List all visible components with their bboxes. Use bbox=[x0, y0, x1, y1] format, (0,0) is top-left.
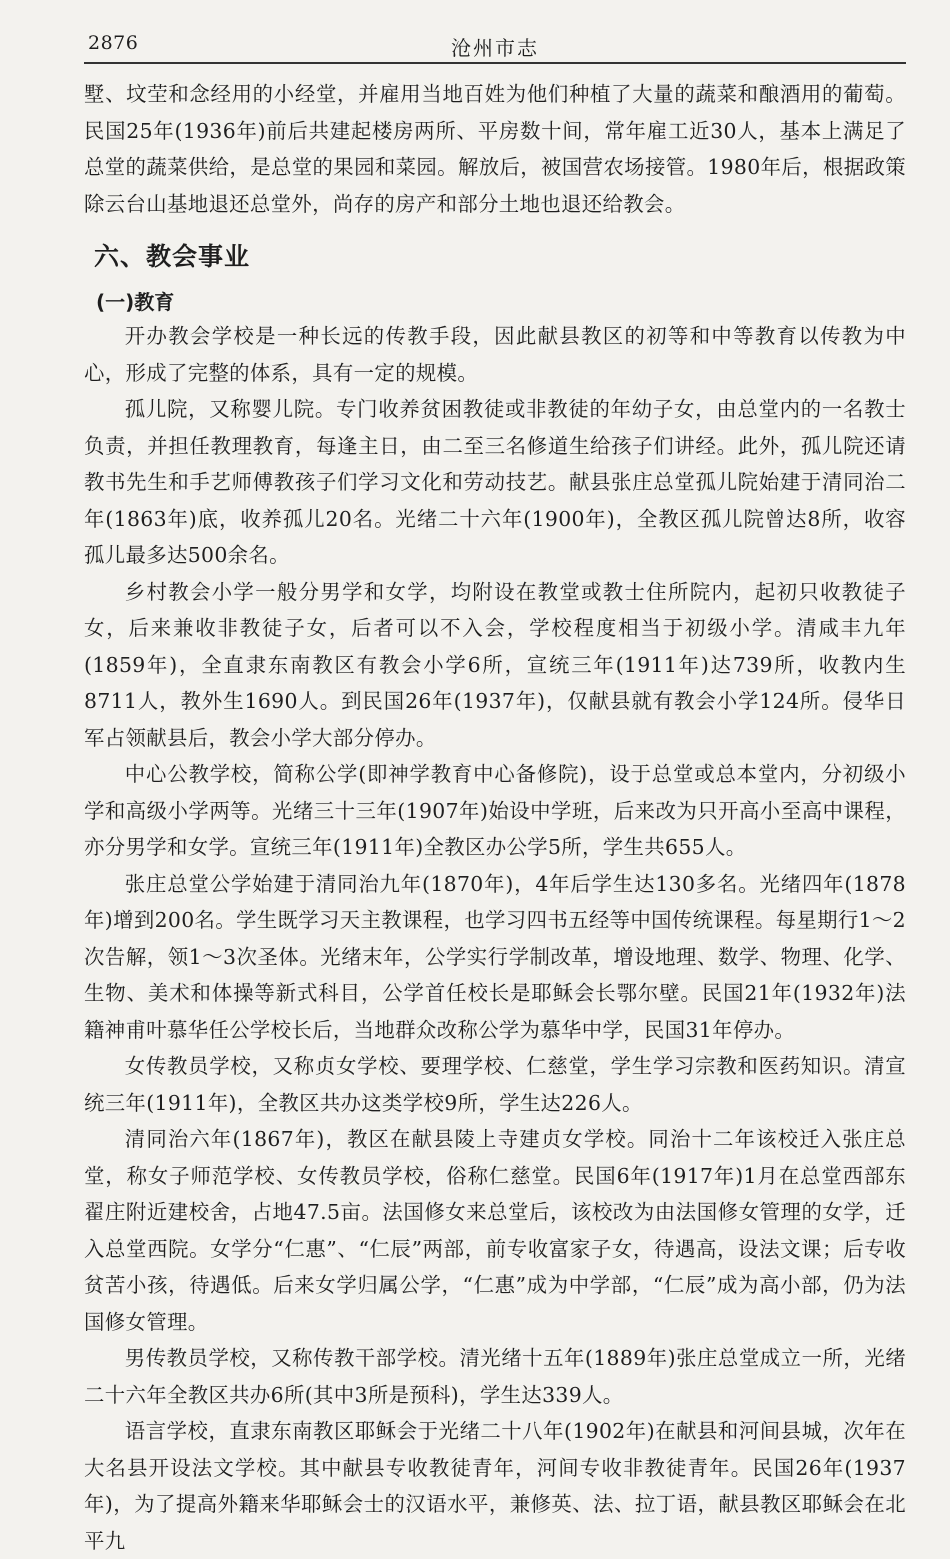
paragraph: 中心公教学校，简称公学(即神学教育中心备修院)，设于总堂或总本堂内，分初级小学和高级小学两等。光绪三十三年(1907年)始设中学班，后来改为只开高小至高中课程，亦分男学和女学。宣统三年(1911年)全教区办公学5所，学生共655人。 bbox=[84, 762, 906, 859]
paragraph: 男传教员学校，又称传教干部学校。清光绪十五年(1889年)张庄总堂成立一所，光绪二十六年全教区共办6所(其中3所是预科)，学生达339人。 bbox=[84, 1346, 906, 1407]
paragraph: 女传教员学校，又称贞女学校、要理学校、仁慈堂，学生学习宗教和医药知识。清宣统三年(1911年)，全教区共办这类学校9所，学生达226人。 bbox=[84, 1054, 906, 1115]
page-number: 2876 bbox=[88, 32, 139, 54]
page-header bbox=[84, 28, 906, 64]
paragraph: 墅、坟茔和念经用的小经堂，并雇用当地百姓为他们种植了大量的蔬菜和酿酒用的葡萄。民国25年(1936年)前后共建起楼房两所、平房数十间，常年雇工近30人，基本上满足了总堂的蔬菜供给，是总堂的果园和菜园。解放后，被国营农场接管。1980年后，根据政策除云台山基地退还总堂外，尚存的房产和部分土地也退还给教会。 bbox=[84, 82, 906, 216]
paragraph: 语言学校，直隶东南教区耶稣会于光绪二十八年(1902年)在献县和河间县城，次年在大名县开设法文学校。其中献县专收教徒青年，河间专收非教徒青年。民国26年(1937年)，为了提高外籍来华耶稣会士的汉语水平，兼修英、法、拉丁语，献县教区耶稣会在北平九 bbox=[84, 1419, 906, 1553]
running-title: 沧州市志 bbox=[451, 36, 539, 60]
paragraph: 乡村教会小学一般分男学和女学，均附设在教堂或教士住所院内，起初只收教徒子女，后来兼收非教徒子女，后者可以不入会，学校程度相当于初级小学。清咸丰九年(1859年)，全直隶东南教区有教会小学6所，宣统三年(1911年)达739所，收教内生8711人，教外生1690人。到民国26年(1937年)，仅献县就有教会小学124所。侵华日军占领献县后，教会小学大部分停办。 bbox=[84, 579, 906, 750]
subsection-heading: (一)教育 bbox=[96, 290, 175, 314]
paragraph: 清同治六年(1867年)，教区在献县陵上寺建贞女学校。同治十二年该校迁入张庄总堂，称女子师范学校、女传教员学校，俗称仁慈堂。民国6年(1917年)1月在总堂西部东翟庄附近建校舍，占地47.5亩。法国修女来总堂后，该校改为由法国修女管理的女学，迁入总堂西院。女学分“仁惠”、“仁辰”两部，前专收富家子女，待遇高，设法文课；后专收贫苦小孩，待遇低。后来女学归属公学，“仁惠”成为中学部，“仁辰”成为高小部，仍为法国修女管理。 bbox=[84, 1127, 906, 1334]
section-heading: 六、教会事业 bbox=[94, 242, 251, 271]
paragraph: 开办教会学校是一种长远的传教手段，因此献县教区的初等和中等教育以传教为中心，形成了完整的体系，具有一定的规模。 bbox=[84, 324, 906, 385]
paragraph: 张庄总堂公学始建于清同治九年(1870年)，4年后学生达130多名。光绪四年(1878年)增到200名。学生既学习天主教课程，也学习四书五经等中国传统课程。每星期行1～2次告解，领1～3次圣体。光绪末年，公学实行学制改革，增设地理、数学、物理、化学、生物、美术和体操等新式科目，公学首任校长是耶稣会长鄂尔壁。民国21年(1932年)法籍神甫叶慕华任公学校长后，当地群众改称公学为慕华中学，民国31年停办。 bbox=[84, 871, 906, 1042]
paragraph: 孤儿院，又称婴儿院。专门收养贫困教徒或非教徒的年幼子女，由总堂内的一名教士负责，并担任教理教育，每逢主日，由二至三名修道生给孩子们讲经。此外，孤儿院还请教书先生和手艺师傅教孩子们学习文化和劳动技艺。献县张庄总堂孤儿院始建于清同治二年(1863年)底，收养孤儿20名。光绪二十六年(1900年)，全教区孤儿院曾达8所，收容孤儿最多达500余名。 bbox=[84, 397, 906, 567]
page-body bbox=[84, 76, 906, 1559]
